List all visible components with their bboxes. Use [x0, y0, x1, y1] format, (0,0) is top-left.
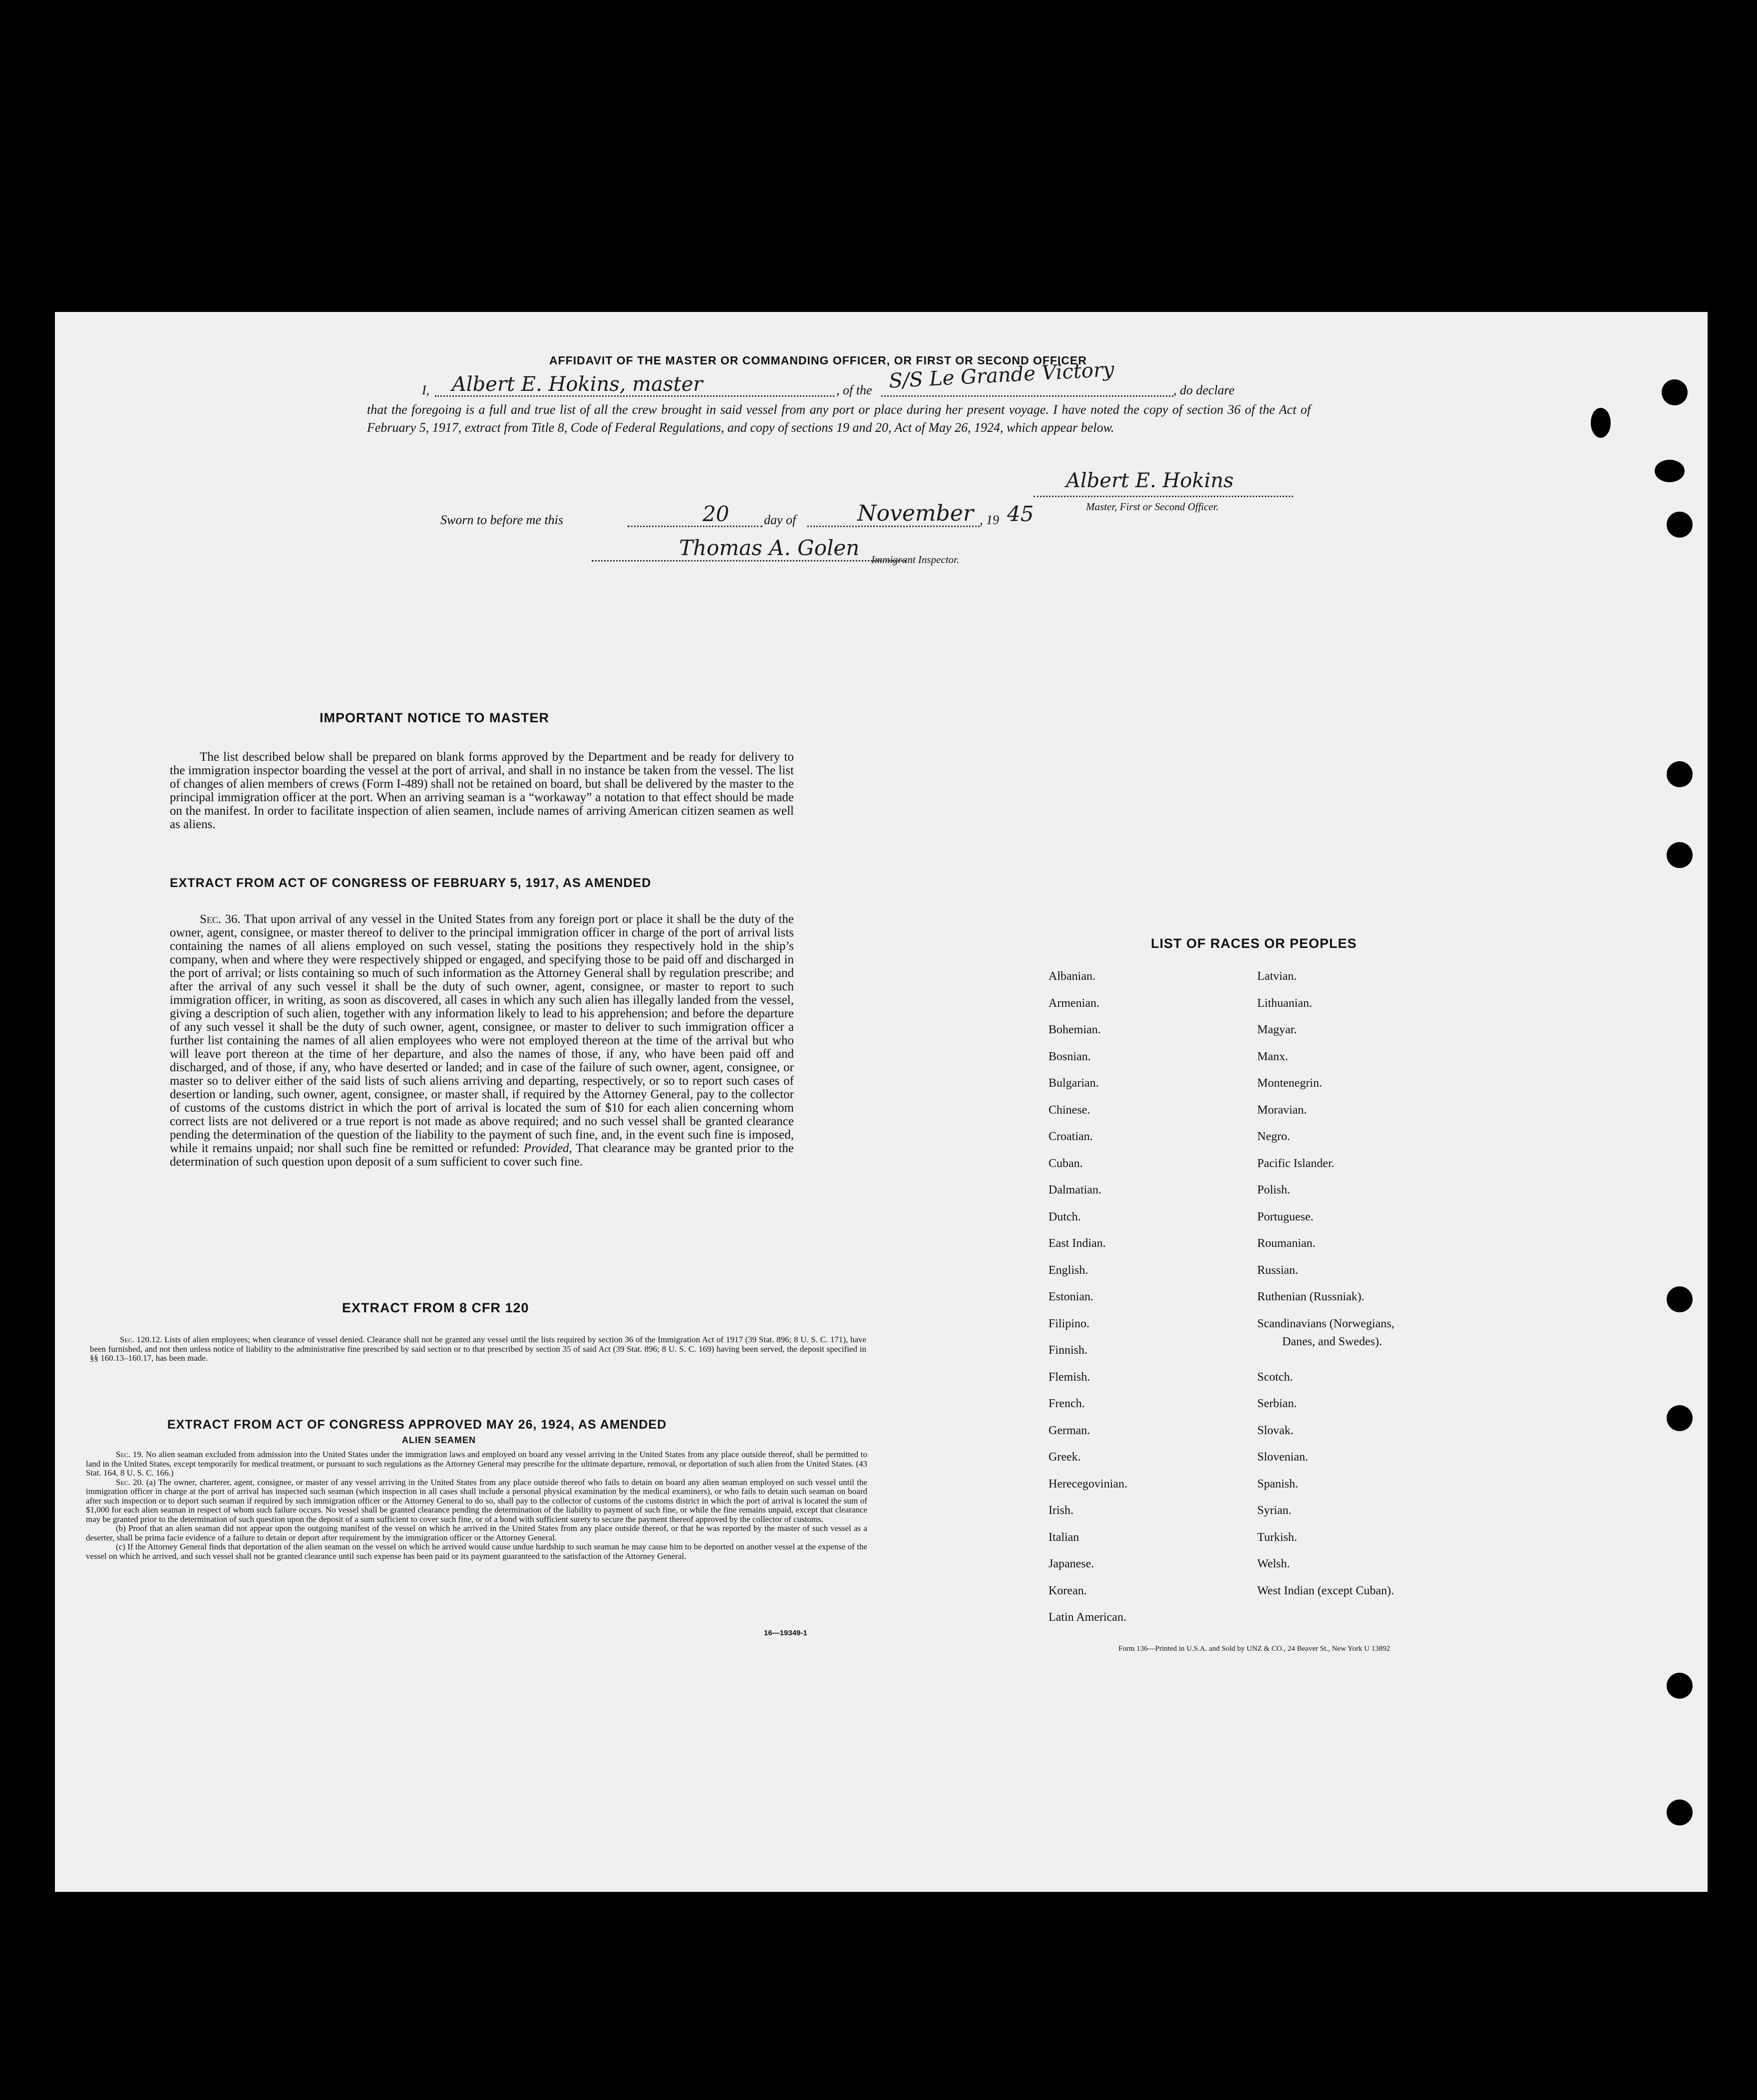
race-item: Spanish.: [1257, 1477, 1299, 1491]
race-item: Croatian.: [1049, 1130, 1093, 1143]
inspector-signature: Thomas A. Golen: [679, 536, 860, 560]
race-item: Albanian.: [1049, 970, 1095, 983]
document-page: [55, 312, 1708, 1892]
race-item: Portuguese.: [1257, 1210, 1314, 1223]
races-heading: LIST OF RACES OR PEOPLES: [1151, 936, 1357, 951]
master-signature: Albert E. Hokins: [1066, 469, 1234, 492]
race-item: Bulgarian.: [1049, 1077, 1099, 1090]
race-item: Turkish.: [1257, 1530, 1297, 1544]
race-item: Finnish.: [1049, 1344, 1088, 1357]
sec20b-paragraph: (b) Proof that an alien seaman did not appear upon the outgoing manifest of the vessel on which he arrived in the United States from any place outside thereof, or that he was reported by the master of such vessel as a deserter, shall be prima facie evidence of a failure to detain or deport after requirement by the immigration officer or the Attorney General.: [86, 1523, 867, 1542]
inspector-line: [592, 560, 906, 562]
race-item: Chinese.: [1049, 1103, 1090, 1117]
punch-hole: [1667, 512, 1693, 538]
race-item: Herecegovinian.: [1049, 1477, 1127, 1491]
extract-1917-text: [170, 912, 794, 1169]
sec19-text: No alien seaman excluded from admission into the United States under the immigration laws and employed on board any vessel arriving in the United States from any place outside thereof, shall be permitted to land in the United States, except temporarily for medical treatment, or pursuant to such regulations as the Attorney General may prescribe for the ultimate departure, removal, or deportation of such alien from the United States. (43 Stat. 164, 8 U. S. C. 166.): [86, 1450, 867, 1478]
punch-hole: [1667, 842, 1693, 868]
sec20-label: Sec. 20.: [116, 1477, 144, 1487]
declaration-text: that the foregoing is a full and true list of all the crew brought in said vessel from any port or place during her present voyage. I have noted the copy of section 36 of the Act of February 5, 1917, extract from Title 8, Code of Federal Regulations, and copy of sections 19 and 20, Act of May 26, 1924, which appear below.: [367, 402, 1311, 435]
day-field: [628, 526, 762, 527]
name-handwritten: Albert E. Hokins, master: [452, 373, 703, 396]
race-item: Greek.: [1049, 1451, 1081, 1464]
form-code: 16—19349-1: [764, 1629, 807, 1637]
sec120-label: Sec. 120.12.: [120, 1335, 162, 1344]
day-of-label: day of: [764, 513, 796, 527]
race-item: Slovenian.: [1257, 1451, 1308, 1464]
label-i: I,: [422, 383, 430, 397]
proviso-text: That clearance may be granted prior to the determination of such question upon deposit of a sum sufficient to cover such fine.: [170, 1142, 794, 1169]
punch-hole: [1655, 460, 1685, 482]
race-item: Korean.: [1049, 1584, 1087, 1597]
proviso-label: Provided,: [523, 1142, 572, 1155]
race-item: Italian: [1049, 1530, 1079, 1544]
race-item: Bohemian.: [1049, 1023, 1101, 1036]
race-item: Irish.: [1049, 1504, 1073, 1517]
race-item: Bosnian.: [1049, 1050, 1091, 1063]
race-item: Scandinavians (Norwegians,: [1257, 1317, 1395, 1330]
printer-line: Form 136—Printed in U.S.A. and Sold by UNZ & CO., 24 Beaver St., New York U 13892: [1118, 1645, 1391, 1653]
race-item: Negro.: [1257, 1130, 1290, 1143]
race-item: Dutch.: [1049, 1210, 1081, 1223]
sec20a-text: (a) The owner, charterer, agent, consignee, or master of any vessel arriving in the United States from any place outside thereof who fails to detain on board any alien seaman employed on such vessel until the immigration officer in charge at the port of arrival has inspected such seaman (which inspection in all cases shall include a personal physical examination by the medical examiners), or who fails to detain such seaman on board after such inspection or to deport such seaman if required by such immigration officer or the Attorney General to do so, shall pay to the collector of customs of the customs district in which the port of arrival is located the sum of $1,000 for each alien seaman in respect of whom such failure occurs. No vessel shall be granted clearance pending the determination of the liability to payment of such fine, or while the fine remains unpaid, except that clearance may be granted prior to the determination of such question upon the deposit of a sum sufficient to cover such fine, or of a bond with sufficient surety to secure the payment thereof approved by the collector of customs.: [86, 1477, 867, 1524]
race-item: West Indian (except Cuban).: [1257, 1584, 1394, 1597]
sec20c-paragraph: (c) If the Attorney General finds that deportation of the alien seaman on the vessel on which he arrived would cause undue hardship to such seaman he may cause him to be deported on another vessel at the expense of the vessel on which he arrived, and such vessel shall not be granted clearance until such expense has been paid or its payment guaranteed to the satisfaction of the Attorney General.: [86, 1542, 867, 1561]
race-item: Cuban.: [1049, 1157, 1083, 1170]
punch-hole: [1662, 379, 1688, 405]
race-item: Roumanian.: [1257, 1237, 1316, 1250]
race-item: Latvian.: [1257, 970, 1297, 983]
race-item: Welsh.: [1257, 1557, 1290, 1570]
label-do-declare: , do declare: [1173, 383, 1235, 397]
sec19-label: Sec. 19.: [116, 1450, 144, 1459]
punch-hole: [1667, 1286, 1693, 1312]
race-item: Serbian.: [1257, 1397, 1297, 1410]
sworn-prefix: Sworn to before me this: [440, 513, 564, 527]
sec120-text: Lists of alien employees; when clearance of vessel denied. Clearance shall not be granted any vessel until the lists required by section 36 of the Immigration Act of 1917 (39 Stat. 896; 8 U. S. C. 171), have been furnished, and not then unless notice of liability to the administrative fine prescribed by said section or to that prescribed by section 35 of said Act (39 Stat. 896; 8 U. S. C. 169) having been served, the deposit specified in §§ 160.13–160.17, has been made.: [90, 1335, 866, 1363]
extract-1924-text: [86, 1450, 867, 1561]
race-item: Lithuanian.: [1257, 996, 1312, 1010]
notice-heading: IMPORTANT NOTICE TO MASTER: [320, 710, 549, 725]
race-item: Syrian.: [1257, 1504, 1292, 1517]
race-item: Russian.: [1257, 1263, 1299, 1277]
sec20a-paragraph: [86, 1478, 867, 1524]
race-item: Moravian.: [1257, 1103, 1307, 1117]
race-item: Estonian.: [1049, 1290, 1093, 1303]
affidavit-title: AFFIDAVIT OF THE MASTER OR COMMANDING OFFICER, OR FIRST OR SECOND OFFICER: [549, 354, 1087, 367]
extract-cfr-heading: EXTRACT FROM 8 CFR 120: [342, 1300, 529, 1315]
sec19-paragraph: [86, 1450, 867, 1478]
day-handwritten: 20: [703, 502, 729, 526]
race-item: Filipino.: [1049, 1317, 1090, 1330]
race-item: Polish.: [1257, 1184, 1291, 1197]
punch-hole: [1667, 761, 1693, 787]
race-item: French.: [1049, 1397, 1085, 1410]
punch-hole: [1667, 1405, 1693, 1431]
extract-cfr-text: [90, 1335, 866, 1363]
races-left-column: [1049, 963, 1127, 1631]
races-right-column: [1257, 963, 1395, 1604]
sec36-text: That upon arrival of any vessel in the United States from any foreign port or place it shall be the duty of the owner, agent, consignee, or master thereof to deliver to the principal immigration officer in charge of the port of arrival lists containing the names of all aliens employed on such vessel, stating the positions they respectively hold in the ship’s company, when and where they were respectively shipped or engaged, and specifying those to be paid off and discharged in the port of arrival; or lists containing so much of such information as the Attorney General shall by regulation prescribe; and after the arrival of any such vessel it shall be the duty of such owner, agent, consignee, or master to report to such immigration officer, in writing, as soon as discovered, all cases in which any such alien has illegally landed from the vessel, giving a description of such alien, together with any information likely to lead to his apprehension; and before the departure of any such vessel it shall be the duty of such owner, agent, consignee, or master to deliver to such immigration officer a further list containing the names of all alien employees who were not employed thereon at the time of the arrival but who will leave port thereon at the time of her departure, and also the names of those, if any, who have been paid off and discharged, and of those, if any, who have deserted or landed; and in case of the failure of such owner, agent, consignee, or master so to deliver either of the said lists of such aliens arriving and departing, respectively, or so to report such cases of desertion or landing, such owner, agent, consignee, or master shall, if required by the Attorney General, pay to the collector of customs of the customs district in which the port of arrival is located the sum of $10 for each alien concerning whom correct lists are not delivered or a true report is not made as above required; and no such vessel shall be granted clearance pending the determination of the question of the liability to the payment of such fine, and, in the event such fine is imposed, while it remains unpaid; nor shall such fine be remitted or refunded:: [170, 912, 794, 1155]
punch-hole: [1667, 1673, 1693, 1699]
race-item: Latin American.: [1049, 1611, 1126, 1624]
race-item: Scotch.: [1257, 1370, 1293, 1384]
race-item: Danes, and Swedes).: [1282, 1335, 1382, 1348]
vessel-handwritten: S/S Le Grande Victory: [888, 358, 1115, 393]
race-item: Armenian.: [1049, 996, 1099, 1010]
year-prefix: , 19: [980, 513, 999, 527]
extract-1924-heading: EXTRACT FROM ACT OF CONGRESS APPROVED MAY 26, 1924, AS AMENDED: [167, 1418, 667, 1432]
sec36-label: Sec. 36.: [200, 912, 241, 926]
inspector-caption: Immigrant Inspector.: [871, 554, 960, 566]
vessel-field: [881, 395, 1173, 397]
race-item: Japanese.: [1049, 1557, 1094, 1570]
race-item: Flemish.: [1049, 1370, 1090, 1384]
race-item: Dalmatian.: [1049, 1184, 1101, 1197]
race-item: Montenegrin.: [1257, 1077, 1322, 1090]
race-item: Pacific Islander.: [1257, 1157, 1335, 1170]
label-of-the: , of the: [836, 383, 872, 397]
extract-1917-heading: EXTRACT FROM ACT OF CONGRESS OF FEBRUARY 5, 1917, AS AMENDED: [170, 876, 652, 890]
month-handwritten: November: [857, 501, 974, 526]
extract-1924-subheading: ALIEN SEAMEN: [402, 1435, 476, 1445]
race-item: Magyar.: [1257, 1023, 1297, 1036]
punch-hole: [1667, 1800, 1693, 1825]
signature-line: [1034, 496, 1293, 497]
race-item: Manx.: [1257, 1050, 1288, 1063]
race-item: German.: [1049, 1424, 1090, 1437]
race-item: Slovak.: [1257, 1424, 1294, 1437]
race-item: English.: [1049, 1263, 1088, 1277]
race-item: East Indian.: [1049, 1237, 1106, 1250]
race-item: Ruthenian (Russniak).: [1257, 1290, 1365, 1303]
year-handwritten: 45: [1007, 502, 1034, 526]
notice-text: The list described below shall be prepared on blank forms approved by the Department and be ready for delivery to the immigration inspector boarding the vessel at the port of arrival, and shall in no instance be taken from the vessel. The list of changes of alien members of crews (Form I-489) shall not be retained on board, but shall be delivered by the master to the principal immigration officer at the port. When an arriving seaman is a “workaway” a notation to that effect should be made on the manifest. In order to facilitate inspection of alien seamen, include names of arriving American citizen seamen as well as aliens.: [170, 750, 794, 831]
sworn-line: [440, 502, 1129, 532]
punch-hole: [1591, 408, 1611, 438]
master-caption: Master, First or Second Officer.: [1086, 501, 1219, 513]
